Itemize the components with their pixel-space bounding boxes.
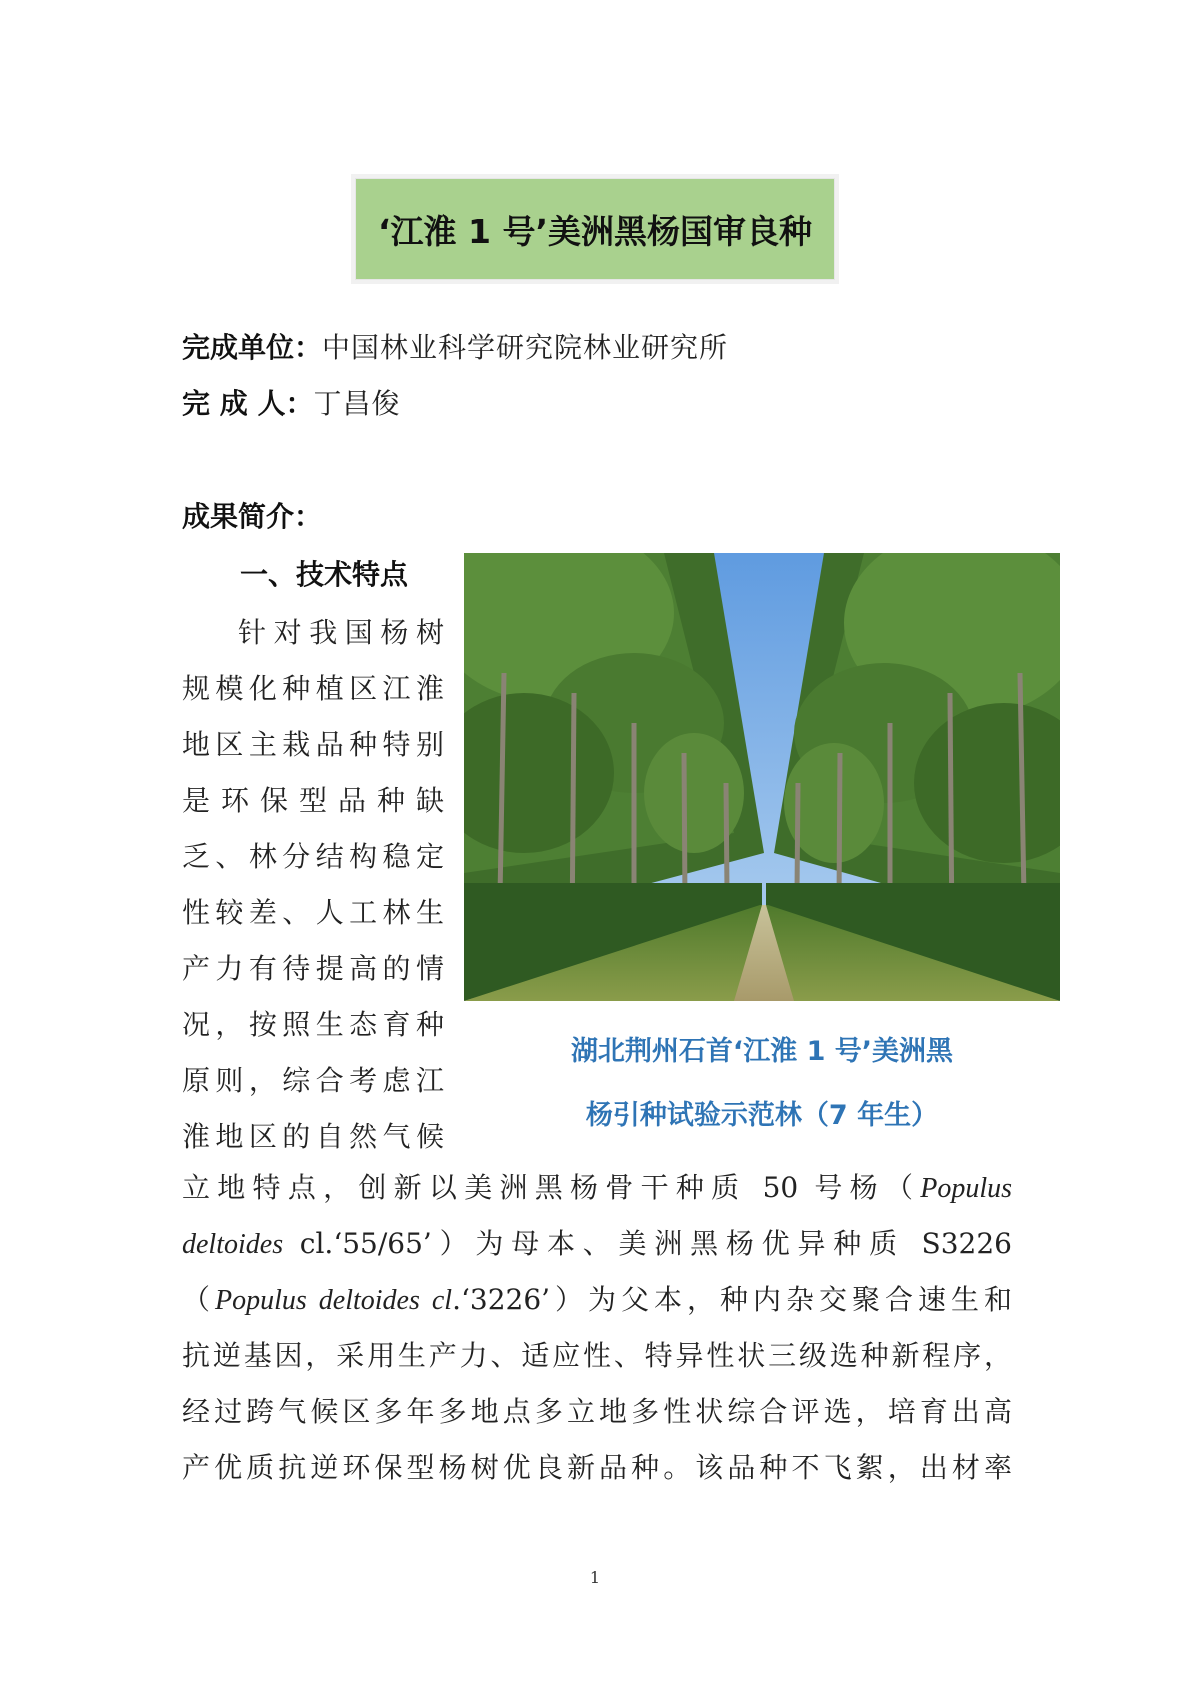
text-line: 抗逆基因，采用生产力、适应性、特异性状三级选种新程序， bbox=[182, 1339, 1012, 1372]
text-line: 性较差、人工林生 bbox=[182, 896, 444, 929]
text-line: 况，按照生态育种 bbox=[182, 1008, 444, 1041]
text-span: （ bbox=[182, 1283, 215, 1316]
text-span: cl.‘55/65’）为母本、美洲黑杨优异种质 S3226 bbox=[283, 1227, 1012, 1260]
text-line: 原则，综合考虑江 bbox=[182, 1064, 444, 1097]
completion-person-label: 完 成 人： bbox=[182, 387, 314, 420]
text-line: 地区主栽品种特别 bbox=[182, 728, 444, 761]
latin-name: deltoides bbox=[182, 1229, 284, 1260]
full-text-column bbox=[182, 1160, 1012, 1496]
poplar-forest-photo bbox=[464, 553, 1060, 1001]
page-number: 1 bbox=[589, 1568, 601, 1587]
text-line: 是环保型品种缺 bbox=[182, 784, 444, 817]
text-line: 乏、林分结构稳定 bbox=[182, 840, 444, 873]
text-span: .‘3226’）为父本，种内杂交聚合速生和 bbox=[452, 1283, 1012, 1316]
section-heading: 成果简介： bbox=[182, 500, 323, 533]
caption-line-2: 杨引种试验示范林（7 年生） bbox=[585, 1100, 939, 1131]
text-line: 经过跨气候区多年多地点多立地多性状综合评选，培育出高 bbox=[182, 1395, 1012, 1428]
text-line bbox=[182, 1216, 1012, 1272]
text-line: 产力有待提高的情 bbox=[182, 952, 444, 985]
narrow-text-column bbox=[182, 605, 444, 1165]
completion-unit-line bbox=[182, 330, 728, 366]
document-title: ‘江淮 1 号’美洲黑杨国审良种 bbox=[377, 211, 812, 251]
text-line: 规模化种植区江淮 bbox=[182, 672, 444, 705]
title-box bbox=[355, 178, 835, 280]
text-line: 针对我国杨树 bbox=[238, 616, 444, 649]
completion-unit-label: 完成单位： bbox=[182, 331, 323, 364]
text-line bbox=[182, 1272, 1012, 1328]
latin-name: Populus bbox=[920, 1173, 1012, 1204]
text-line: 淮地区的自然气候 bbox=[182, 1120, 444, 1153]
caption-line-1: 湖北荆州石首‘江淮 1 号’美洲黑 bbox=[570, 1036, 954, 1067]
latin-name: Populus deltoides cl bbox=[215, 1285, 453, 1316]
text-line bbox=[182, 1160, 1012, 1216]
photo-caption bbox=[464, 1020, 1060, 1148]
text-line: 产优质抗逆环保型杨树优良新品种。该品种不飞絮，出材率 bbox=[182, 1451, 1012, 1484]
text-span: 立地特点，创新以美洲黑杨骨干种质 50 号杨（ bbox=[182, 1171, 921, 1204]
completion-person-line bbox=[182, 386, 401, 422]
completion-person-value: 丁昌俊 bbox=[313, 387, 401, 420]
completion-unit-value: 中国林业科学研究院林业研究所 bbox=[322, 331, 729, 364]
sub-heading: 一、技术特点 bbox=[240, 558, 409, 591]
